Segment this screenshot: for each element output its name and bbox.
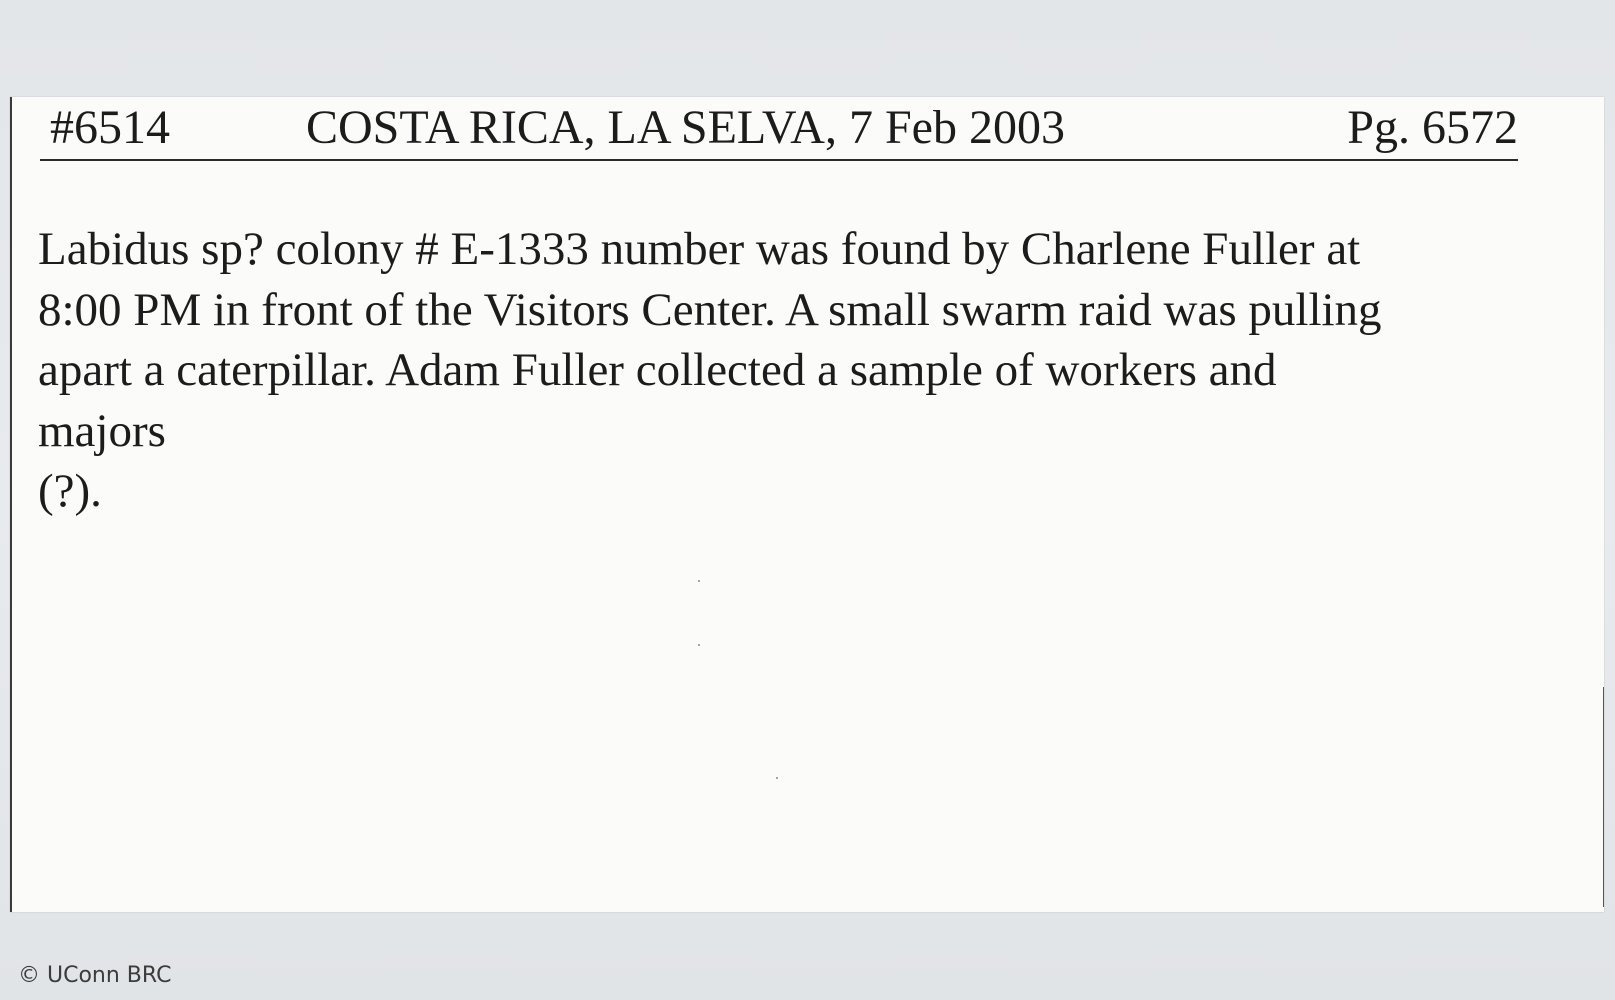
paper-speck [698,580,700,582]
card-notes [38,219,1578,522]
card-header [40,97,1518,161]
note-line: Labidus sp? colony # E-1333 number was found by Charlene Fuller at [38,223,1361,275]
copyright-credit: © UConn BRC [18,963,172,988]
card-number: #6514 [50,101,170,154]
index-card [10,97,1604,912]
note-line: (?). [38,465,102,517]
card-location-date: COSTA RICA, LA SELVA, 7 Feb 2003 [306,101,1065,154]
note-line: apart a caterpillar. Adam Fuller collected a sample of workers and [38,344,1277,396]
paper-speck [776,777,778,779]
card-edge-line [1603,687,1604,907]
card-page-number: Pg. 6572 [1347,101,1518,154]
paper-speck [698,644,700,646]
note-line: majors [38,404,166,457]
note-line: 8:00 PM in front of the Visitors Center. A small swarm raid was pulling [38,283,1382,336]
